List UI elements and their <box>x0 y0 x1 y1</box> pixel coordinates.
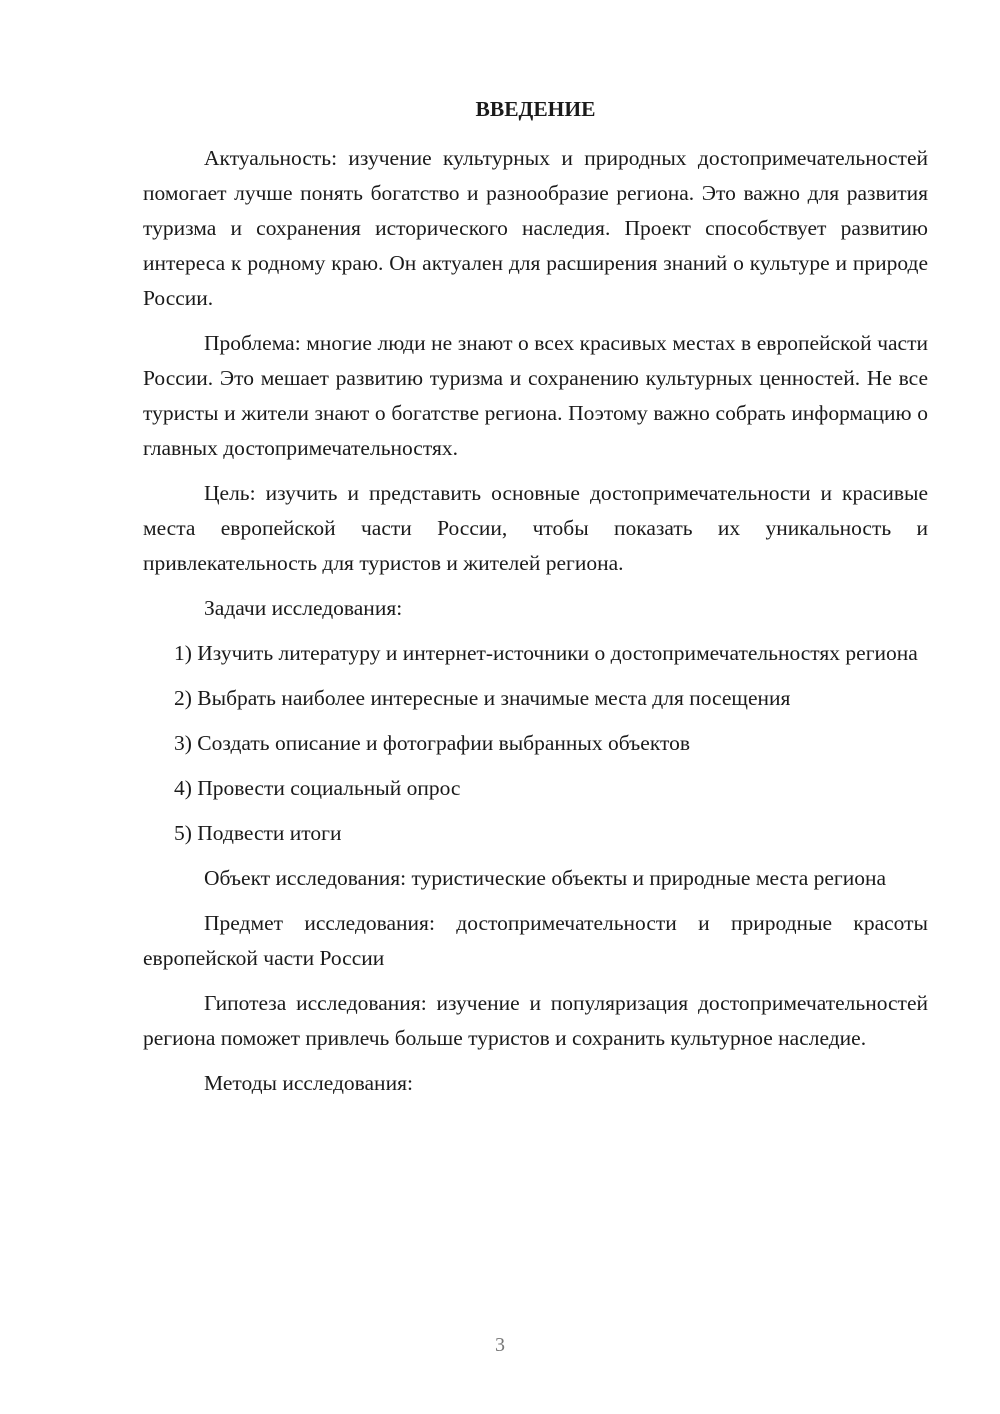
task-item-4: 4) Провести социальный опрос <box>174 776 461 800</box>
document-page <box>143 92 928 1111</box>
task-item-5: 5) Подвести итоги <box>174 821 342 845</box>
task-item-3: 3) Создать описание и фотографии выбранных объектов <box>174 731 690 755</box>
page-title: ВВЕДЕНИЕ <box>475 97 596 121</box>
tasks-heading: Задачи исследования: <box>204 596 403 620</box>
paragraph-relevance: Актуальность: изучение культурных и природных достопримечательностей помогает лучше понять богатство и разнообразие региона. Это важно для развития туризма и сохранения исторического наследия. Проект способствует развитию интереса к родному краю. Он актуален для расширения знаний о культуре и природе России. <box>143 146 928 310</box>
task-item-2: 2) Выбрать наиболее интересные и значимые места для посещения <box>174 686 791 710</box>
paragraph-object: Объект исследования: туристические объекты и природные места региона <box>204 866 887 890</box>
methods-heading: Методы исследования: <box>204 1071 413 1095</box>
task-item-1: 1) Изучить литературу и интернет-источники о достопримечательностях региона <box>174 641 918 665</box>
paragraph-hypothesis: Гипотеза исследования: изучение и популяризация достопримечательностей региона поможет привлечь больше туристов и сохранить культурное наследие. <box>143 991 928 1050</box>
page-number: 3 <box>495 1334 505 1356</box>
paragraph-goal: Цель: изучить и представить основные достопримечательности и красивые места европейской части России, чтобы показать их уникальность и привлекательность для туристов и жителей региона. <box>143 481 928 575</box>
paragraph-subject: Предмет исследования: достопримечательности и природные красоты европейской части России <box>143 911 928 970</box>
paragraph-problem: Проблема: многие люди не знают о всех красивых местах в европейской части России. Это мешает развитию туризма и сохранению культурных ценностей. Не все туристы и жители знают о богатстве региона. Поэтому важно собрать информацию о главных достопримечательностях. <box>143 331 928 460</box>
